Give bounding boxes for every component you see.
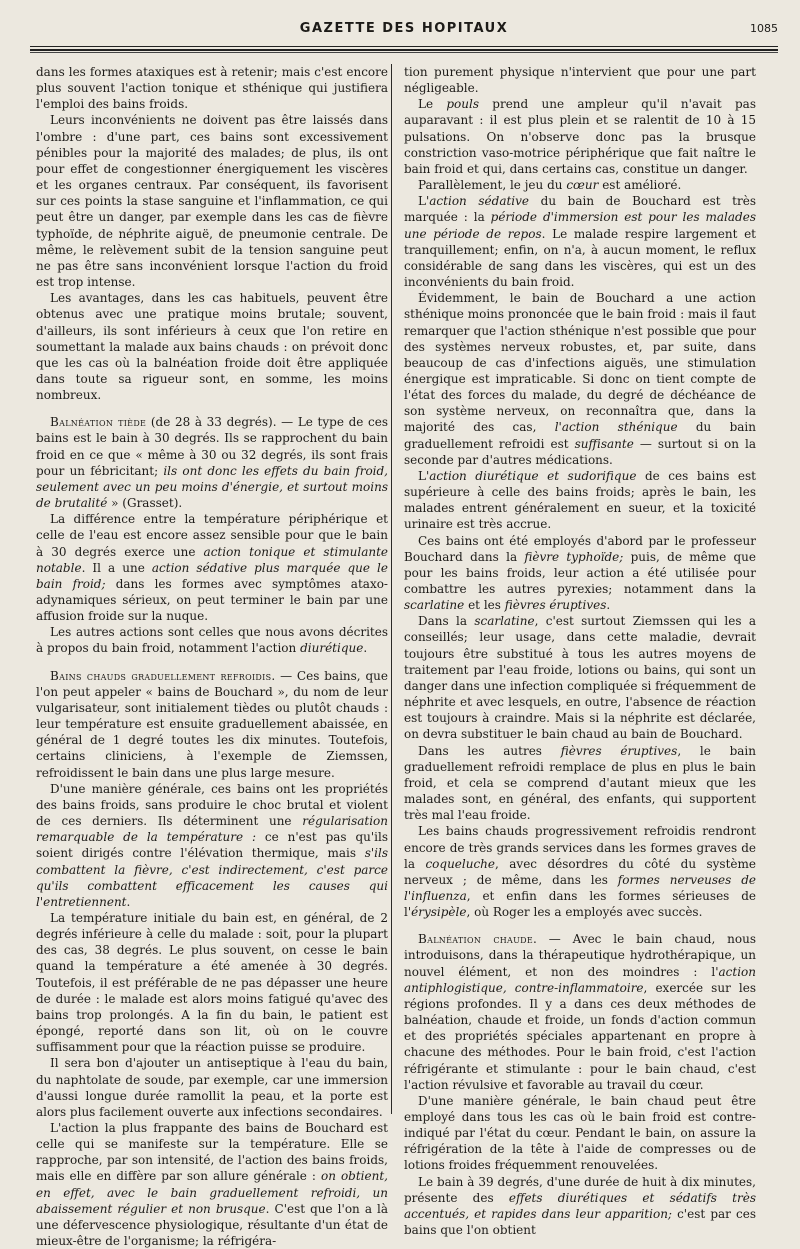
section-heading: Balnéation tiède <box>50 415 147 430</box>
section-bains-chauds-refroidis: Bains chauds graduellement refroidis. — Ces bains, que l'on peut appeler « bains de Bouchard », du nom de leur vulgarisateur, sont initialement tièdes ou plutôt chauds : leur température est ensuite graduellement abaissée, en général de 1 degré toutes les dix minutes. Toutefois, certains cliniciens, à l'exemple de Ziemssen, refroidissent le bain dans une plus large mesure. <box>36 668 388 780</box>
paragraph: Dans les autres fièvres éruptives, le bain graduellement refroidi remplace de plus en plus le bain froid, et cela se comprend d'autant mieux que les malades sont, en général, des enfants, qui supportent très mal l'eau froide. <box>404 743 756 823</box>
page-number: 1085 <box>750 22 778 35</box>
paragraph: Les autres actions sont celles que nous avons décrites à propos du bain froid, notamment l'action diurétique. <box>36 625 388 656</box>
paragraph: Leurs inconvénients ne doivent pas être laissés dans l'ombre : d'une part, ces bains sont excessivement pénibles pour la majorité des malades; de plus, ils ont pour effet de congestionner énergiquement les viscères et les organes centraux. Par conséquent, ils favorisent sur ces points la stase sanguine et l'inflammation, ce qui peut être un danger, par exemple dans les cas de fièvre typhoïde, de néphrite aiguë, de pneumonie centrale. De même, le relèvement subit de la tension sanguine peut ne pas être sans inconvénient lorsque l'action du froid est trop intense. <box>36 113 388 290</box>
paragraph: Il sera bon d'ajouter un antiseptique à l'eau du bain, du naphtolate de soude, par exemple, car une immersion d'aussi longue durée ramollit la peau, et la porte est alors plus facilement ouverte aux infections secondaires. <box>36 1056 388 1119</box>
paragraph: dans les formes ataxiques est à retenir; mais c'est encore plus souvent l'action tonique et sthénique qui justifiera l'emploi des bains froids. <box>36 65 388 112</box>
paragraph: Ces bains ont été employés d'abord par le professeur Bouchard dans la fièvre typhoïde; puis, de même que pour les bains froids, leur action a été utilisée pour combattre les autres pyrexies; notamment dans la scarlatine et les fièvres éruptives. <box>404 533 756 613</box>
header-rule <box>30 46 778 51</box>
paragraph: D'une manière générale, ces bains ont les propriétés des bains froids, sans produire le choc brutal et violent de ces derniers. Ils déterminent une régularisation remarquable de la température : ce n'est pas qu'ils soient dirigés contre l'élévation thermique, mais s'ils combattent la fièvre, c'est indirectement, c'est parce qu'ils combattent efficacement les causes qui l'entretiennent. <box>36 781 388 909</box>
paragraph: L'action la plus frappante des bains de Bouchard est celle qui se manifeste sur la température. Elle se rapproche, par son intensité, de l'action des bains froids, mais elle en diffère par son allure générale : on obtient, en effet, avec le bain graduellement refroidi, un abaissement régulier et non brusque. C'est que l'on a là une défervescence physiologique, résultante d'un état de mieux-être de l'organisme; la réfrigéra- <box>36 1121 389 1249</box>
paragraph: L'action sédative du bain de Bouchard est très marquée : la période d'immersion est pour les malades une période de repos. Le malade respire largement et tranquillement; enfin, on n'a, à aucun moment, le reflux considérable de sang dans les viscères, qui est un des inconvénients du bain froid. <box>404 194 756 290</box>
running-head <box>30 18 778 40</box>
paragraph: La différence entre la température périphérique et celle de l'eau est encore assez sensible pour que le bain à 30 degrés exerce une action tonique et stimulante notable. Il a une action sédative plus marquée que le bain froid; dans les formes avec symptômes ataxo-adynamiques sérieux, on peut terminer le bain par une affusion froide sur la nuque. <box>36 512 388 624</box>
paragraph: D'une manière générale, le bain chaud peut être employé dans tous les cas où le bain froid est contre-indiqué par l'état du cœur. Pendant le bain, on assure la réfrigération de la tête à l'aide de compresses ou de lotions froides fréquemment renouvelées. <box>404 1093 756 1173</box>
paragraph: tion purement physique n'intervient que pour une part négligeable. <box>404 65 756 96</box>
section-heading: Bains chauds graduellement refroidis <box>50 668 272 683</box>
paragraph: Évidemment, le bain de Bouchard a une action sthénique moins prononcée que le bain froid : mais il faut remarquer que l'action sthénique n'est possible que pour des systèmes nerveux robustes, et, par suite, dans beaucoup de cas d'infections aiguës, une stimulation énergique est impraticable. Si donc on tient compte de l'état des forces du malade, du degré de déchéance de son système nerveux, on reconnaîtra que, dans la majorité des cas, l'action sthénique du bain graduellement refroidi est suffisante — surtout si on la seconde par d'autres médications. <box>404 291 757 467</box>
paragraph: L'action diurétique et sudorifique de ces bains est supérieure à celle des bains froids; après le bain, les malades entrent généralement en sueur, et la toxicité urinaire est très accrue. <box>404 468 757 532</box>
journal-title: GAZETTE DES HOPITAUX <box>299 21 509 36</box>
paragraph: La température initiale du bain est, en général, de 2 degrés inférieure à celle du malade : soit, pour la plupart des cas, 38 degrés. Le plus souvent, on cesse le bain quand la température a été amenée à 30 degrés. Toutefois, il est préférable de ne pas dépasser une heure de durée : le malade est alors moins fatigué qu'avec des bains trop prolongés. A la fin du bain, le patient est épongé, reporté dans son lit, où on le couvre suffisamment pour que la réaction puisse se produire. <box>36 910 388 1055</box>
paragraph: Le bain à 39 degrés, d'une durée de huit à dix minutes, présente des effets diurétiques et sédatifs très accentués, et rapides dans leur apparition; c'est par ces bains que l'on obtient <box>404 1174 756 1238</box>
section-balneation-tiede: Balnéation tiède (de 28 à 33 degrés). — Le type de ces bains est le bain à 30 degrés. Ils se rapprochent du bain froid en ce que « même à 30 ou 32 degrés, ils sont frais pour un fébricitant; ils ont donc les effets du bain froid, seulement avec un peu moins d'énergie, et surtout moins de brutalité » (Grasset). <box>36 415 388 511</box>
paragraph: Les bains chauds progressivement refroidis rendront encore de très grands services dans les formes graves de la coqueluche, avec désordres du côté du système nerveux ; de même, dans les formes nerveuses de l'influenza, et enfin dans les formes sérieuses de l'érysipèle, où Roger les a employés avec succès. <box>404 824 756 920</box>
section-balneation-chaude: Balnéation chaude. — Avec le bain chaud, nous introduisons, dans la thérapeutique hydrothérapique, un nouvel élément, et non des moindres : l'action antiphlogistique, contre-inflammatoire, exercée sur les régions profondes. Il y a dans ces deux méthodes de balnéation, chaude et froide, un fonds d'action commun et des propriétés spéciales appartenant en propre à chacune des méthodes. Pour le bain froid, c'est l'action réfrigérante et stimulante : pour le bain chaud, c'est l'action révulsive et favorable au travail du cœur. <box>404 932 756 1092</box>
paragraph: Dans la scarlatine, c'est surtout Ziemssen qui les a conseillés; leur usage, dans cette maladie, devrait toujours être substitué à tous les autres moyens de traitement par l'eau froide, lotions ou bains, qui sont un danger dans une infection compliquée si fréquemment de néphrite et avec lesquels, en outre, l'absence de réaction est toujours à craindre. Mais si la néphrite est déclarée, on devra substituer le bain chaud au bain de Bouchard. <box>404 614 756 742</box>
left-column <box>36 64 388 1249</box>
header-rule-thin <box>30 52 778 53</box>
column-divider <box>391 64 392 1114</box>
paragraph: Parallèlement, le jeu du cœur est amélioré. <box>418 178 682 193</box>
paragraph: Le pouls prend une ampleur qu'il n'avait pas auparavant : il est plus plein et se ralentit de 10 à 15 pulsations. On n'observe donc pas la brusque constriction vaso-motrice périphérique que fait naître le bain froid et qui, dans certains cas, constitue un danger. <box>404 97 756 176</box>
right-column <box>404 64 756 1238</box>
paragraph: Les avantages, dans les cas habituels, peuvent être obtenus avec une pratique moins brutale; souvent, d'ailleurs, ils sont inférieurs à ceux que l'on retire en soumettant la malade aux bains chauds : on prévoit donc que les cas où la balnéation froide doit être appliquée dans toute sa rigueur sont, en somme, les moins nombreux. <box>36 291 388 403</box>
section-heading: Balnéation chaude <box>418 932 534 947</box>
